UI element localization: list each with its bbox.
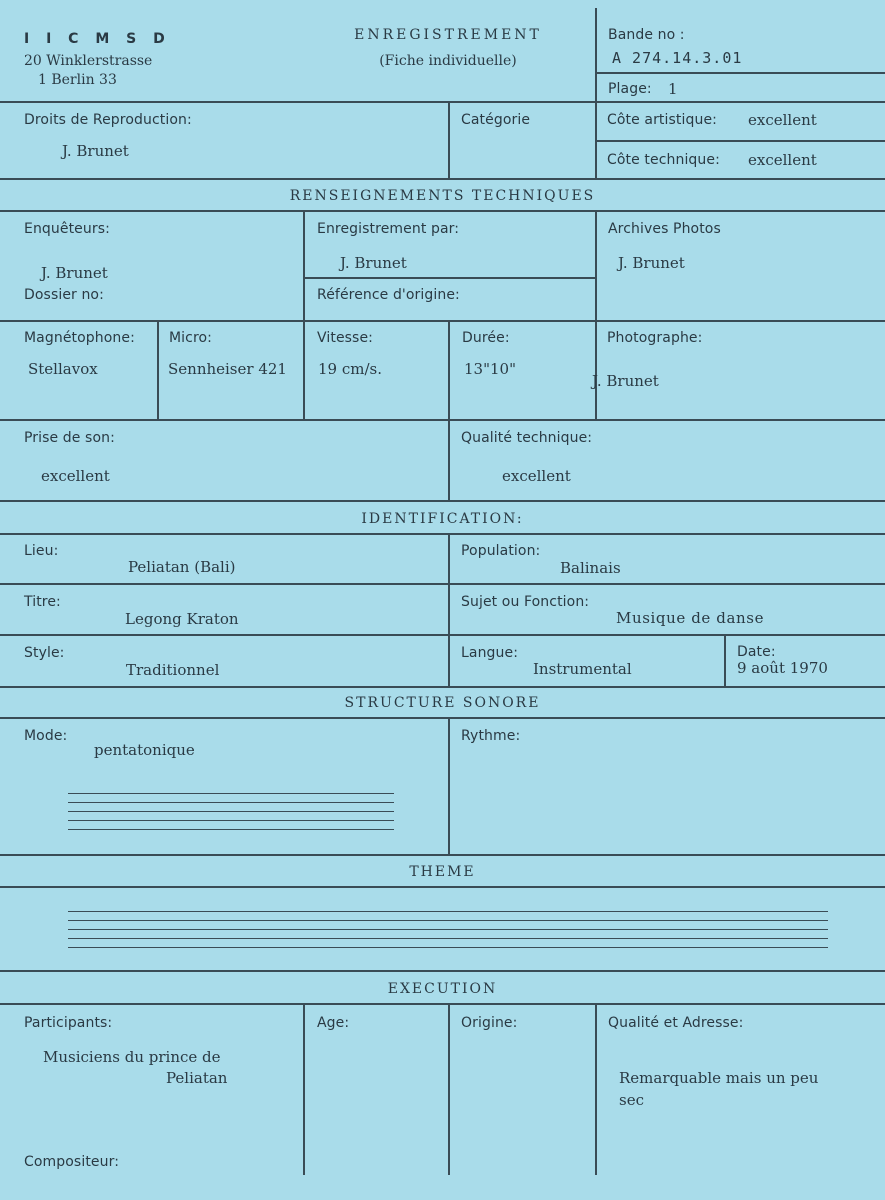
cote-artistique-value: excellent — [748, 111, 817, 129]
rule-vitesse-left — [303, 320, 305, 419]
duree-value: 13"10" — [464, 360, 516, 378]
rule-header-bottom — [0, 101, 885, 103]
age-label: Age: — [317, 1015, 350, 1031]
rule-structure-title-bottom — [0, 717, 885, 719]
droits-value: J. Brunet — [62, 142, 129, 160]
mode-staff-line — [68, 793, 394, 794]
vitesse-label: Vitesse: — [317, 330, 373, 346]
mode-staff-line — [68, 802, 394, 803]
rule-theme-bottom — [0, 970, 885, 972]
cote-artistique-label: Côte artistique: — [607, 112, 717, 128]
rule-exec-title-bottom — [0, 1003, 885, 1005]
titre-value: Legong Kraton — [125, 610, 239, 628]
sujet-fonction-value: Musique de danse — [616, 609, 765, 627]
duree-label: Durée: — [462, 330, 510, 346]
droits-label: Droits de Reproduction: — [24, 112, 192, 128]
rule-staff-block-bottom — [0, 320, 885, 322]
rule-categorie-left — [448, 101, 450, 179]
style-value: Traditionnel — [126, 661, 220, 679]
mode-staff-line — [68, 820, 394, 821]
date-value: 9 août 1970 — [737, 659, 828, 677]
rule-ident-title-bottom — [0, 533, 885, 535]
rule-lieu-bottom — [0, 583, 885, 585]
lieu-label: Lieu: — [24, 543, 59, 559]
rule-mode-bottom — [0, 854, 885, 856]
org-name: I I C M S D — [24, 31, 171, 47]
plage-value: 1 — [668, 80, 678, 98]
langue-label: Langue: — [461, 645, 519, 661]
participants-value-line-1: Musiciens du prince de — [43, 1048, 221, 1066]
lieu-value: Peliatan (Bali) — [128, 558, 236, 576]
rule-age-left — [303, 1003, 305, 1175]
theme-staff-line — [68, 947, 828, 948]
qualite-adresse-value-line-2: sec — [619, 1091, 644, 1109]
rule-tech-title-bottom — [0, 210, 885, 212]
section-title-identification: IDENTIFICATION: — [361, 511, 524, 527]
rule-style-bottom — [0, 686, 885, 688]
rule-qualite-adresse-left — [595, 1003, 597, 1175]
qualite-adresse-label: Qualité et Adresse: — [608, 1015, 744, 1031]
style-label: Style: — [24, 645, 65, 661]
theme-staff-line — [68, 929, 828, 930]
prise-de-son-label: Prise de son: — [24, 430, 115, 446]
section-title-technique: RENSEIGNEMENTS TECHNIQUES — [289, 188, 596, 204]
enqueteurs-value: J. Brunet — [41, 264, 108, 282]
form-title: ENREGISTREMENT — [354, 27, 542, 43]
rule-categorie-right — [595, 101, 597, 179]
participants-label: Participants: — [24, 1015, 113, 1031]
rule-cote-mid — [595, 140, 885, 142]
micro-value: Sennheiser 421 — [168, 360, 287, 378]
photographe-value: J. Brunet — [592, 372, 659, 390]
rule-rights-bottom — [0, 178, 885, 180]
theme-staff-line — [68, 920, 828, 921]
rule-tech-left — [303, 210, 305, 320]
bande-value: A 274.14.3.01 — [612, 49, 743, 67]
form-subtitle: (Fiche individuelle) — [379, 53, 517, 69]
section-title-execution: EXECUTION — [387, 981, 498, 997]
archives-photos-value: J. Brunet — [618, 254, 685, 272]
qualite-adresse-value-line-1: Remarquable mais un peu — [619, 1069, 819, 1087]
rule-photo-left — [595, 320, 597, 419]
origine-label: Origine: — [461, 1015, 518, 1031]
date-label: Date: — [737, 644, 776, 660]
bande-label: Bande no : — [608, 27, 685, 43]
langue-value: Instrumental — [533, 660, 632, 678]
section-title-theme: THEME — [409, 864, 476, 880]
rule-plage-top — [595, 72, 885, 74]
mode-label: Mode: — [24, 728, 68, 744]
org-address-line-1: 20 Winklerstrasse — [24, 53, 153, 69]
rule-titre-bottom — [0, 634, 885, 636]
sujet-fonction-label: Sujet ou Fonction: — [461, 594, 590, 610]
rule-micro-left — [157, 320, 159, 419]
rule-tech-right — [595, 210, 597, 320]
mode-value: pentatonique — [94, 741, 195, 759]
magnetophone-value: Stellavox — [28, 360, 98, 378]
rule-origine-left — [448, 1003, 450, 1175]
vitesse-value: 19 cm/s. — [318, 360, 382, 378]
categorie-label: Catégorie — [461, 112, 531, 128]
micro-label: Micro: — [169, 330, 212, 346]
population-value: Balinais — [560, 559, 621, 577]
archives-photos-label: Archives Photos — [608, 221, 721, 237]
cote-technique-label: Côte technique: — [607, 152, 720, 168]
titre-label: Titre: — [24, 594, 61, 610]
photographe-label: Photographe: — [607, 330, 703, 346]
rule-prise-bottom — [0, 500, 885, 502]
theme-staff-line — [68, 938, 828, 939]
qualite-technique-value: excellent — [502, 467, 571, 485]
rule-qualite-left — [448, 419, 450, 500]
cote-technique-value: excellent — [748, 151, 817, 169]
mode-staff-line — [68, 811, 394, 812]
rule-structure-mid — [448, 717, 450, 854]
qualite-technique-label: Qualité technique: — [461, 430, 593, 446]
rythme-label: Rythme: — [461, 728, 521, 744]
theme-staff-line — [68, 911, 828, 912]
section-title-structure: STRUCTURE SONORE — [344, 695, 541, 711]
participants-value-line-2: Peliatan — [166, 1069, 228, 1087]
enregistrement-par-label: Enregistrement par: — [317, 221, 460, 237]
rule-theme-title-bottom — [0, 886, 885, 888]
rule-duree-left — [448, 320, 450, 419]
rule-reference-top — [303, 277, 595, 279]
rule-equipment-bottom — [0, 419, 885, 421]
enqueteurs-label: Enquêteurs: — [24, 221, 110, 237]
reference-origine-label: Référence d'origine: — [317, 287, 460, 303]
population-label: Population: — [461, 543, 541, 559]
dossier-label: Dossier no: — [24, 287, 104, 303]
mode-staff-line — [68, 829, 394, 830]
plage-label: Plage: — [608, 81, 652, 97]
magnetophone-label: Magnétophone: — [24, 330, 135, 346]
rule-date-left — [724, 634, 726, 686]
org-address-line-2: 1 Berlin 33 — [38, 72, 117, 88]
rule-ident-mid — [448, 533, 450, 686]
compositeur-label: Compositeur: — [24, 1154, 120, 1170]
enregistrement-par-value: J. Brunet — [340, 254, 407, 272]
prise-de-son-value: excellent — [41, 467, 110, 485]
